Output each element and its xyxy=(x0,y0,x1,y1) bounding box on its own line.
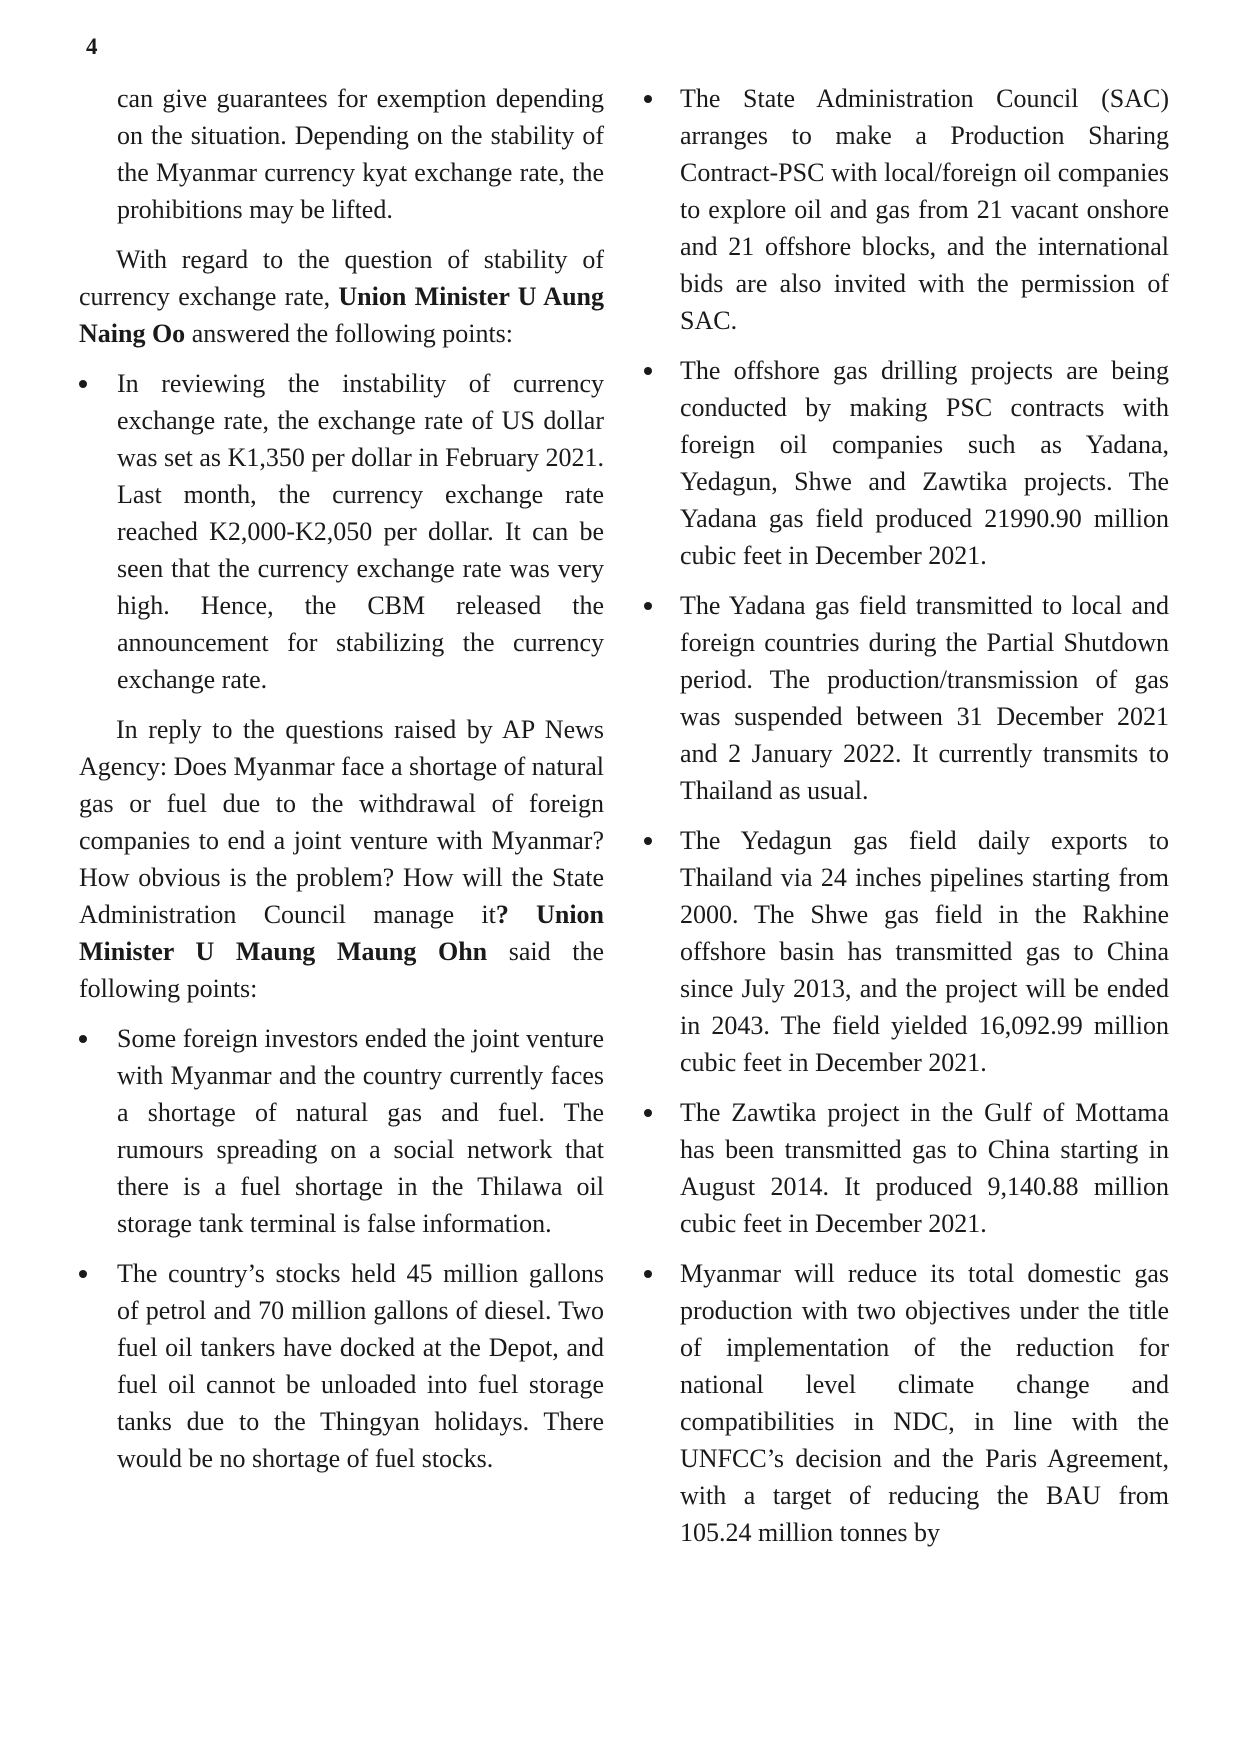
bullet-icon xyxy=(79,1270,87,1278)
bullet-icon xyxy=(644,602,652,610)
list-item xyxy=(79,365,604,698)
paragraph-text: With regard to the question of stability of currency exchange rate, xyxy=(79,245,604,311)
bullet-icon xyxy=(644,837,652,845)
paragraph-exchange-rate-question xyxy=(79,241,604,352)
bullet-icon xyxy=(644,367,652,375)
list-item xyxy=(644,80,1169,339)
bullet-list-gas-projects xyxy=(644,80,1169,1551)
paragraph-ap-question xyxy=(79,711,604,1007)
list-item-text: Some foreign investors ended the joint venture with Myanmar and the country currently faces a shortage of natural gas and fuel. The rumours spreading on a social network that there is a fuel shortage in the Thilawa oil storage tank terminal is false information. xyxy=(117,1024,604,1238)
list-item xyxy=(644,822,1169,1081)
paragraph-text: said the following points: xyxy=(79,937,604,1003)
bullet-icon xyxy=(644,1270,652,1278)
list-item-text: In reviewing the instability of currency exchange rate, the exchange rate of US dollar was set as K1,350 per dollar in February 2021. Last month, the currency exchange rate reached K2,000-K2,050 per dollar. It can be seen that the currency exchange rate was very high. Hence, the CBM released the announcement for stabilizing the currency exchange rate. xyxy=(117,369,604,694)
left-column xyxy=(79,80,604,1490)
bullet-icon xyxy=(79,1035,87,1043)
paragraph-text: In reply to the questions raised by AP News Agency: Does Myanmar face a shortage of natural gas or fuel due to the withdrawal of foreign companies to end a joint venture with Myanmar? How obvious is the problem? How will the State Administration Council manage it xyxy=(79,715,604,929)
list-item xyxy=(79,1020,604,1242)
list-item-text: The Yadana gas field transmitted to local and foreign countries during the Partial Shutdown period. The production/transmission of gas was suspended between 31 December 2021 and 2 January 2022. It currently transmits to Thailand as usual. xyxy=(680,591,1169,805)
speaker-name: Union Minister U Aung Naing Oo xyxy=(79,282,605,348)
bullet-icon xyxy=(644,95,652,103)
page-number: 4 xyxy=(86,34,98,59)
list-item xyxy=(644,587,1169,809)
list-item-text: The Zawtika project in the Gulf of Mottama has been transmitted gas to China starting in August 2014. It produced 9,140.88 million cubic feet in December 2021. xyxy=(680,1098,1169,1238)
list-item-text: The Yedagun gas field daily exports to Thailand via 24 inches pipelines starting from 2000. The Shwe gas field in the Rakhine offshore basin has transmitted gas to China since July 2013, and the project will be ended in 2043. The field yielded 16,092.99 million cubic feet in December 2021. xyxy=(680,826,1169,1077)
bullet-icon xyxy=(644,1109,652,1117)
list-item xyxy=(644,1255,1169,1551)
continued-paragraph: can give guarantees for exemption depending on the situation. Depending on the stability of the Myanmar currency kyat exchange rate, the prohibitions may be lifted. xyxy=(117,84,604,224)
list-item-text: The offshore gas drilling projects are being conducted by making PSC contracts with foreign oil companies such as Yadana, Yedagun, Shwe and Zawtika projects. The Yadana gas field produced 21990.90 million cubic feet in December 2021. xyxy=(680,356,1169,570)
list-item-text: Myanmar will reduce its total domestic gas production with two objectives under the title of implementation of the reduction for national level climate change and compatibilities in NDC, in line with the UNFCC’s decision and the Paris Agreement, with a target of reducing the BAU from 105.24 million tonnes by xyxy=(680,1259,1169,1547)
paragraph-text: answered the following points: xyxy=(185,319,514,348)
list-item-text: The State Administration Council (SAC) arranges to make a Production Sharing Contract-PSC with local/foreign oil companies to explore oil and gas from 21 vacant onshore and 21 offshore blocks, and the international bids are also invited with the permission of SAC. xyxy=(680,84,1169,335)
list-item-text: The country’s stocks held 45 million gallons of petrol and 70 million gallons of diesel. Two fuel oil tankers have docked at the Depot, and fuel oil cannot be unloaded into fuel storage tanks due to the Thingyan holidays. There would be no shortage of fuel stocks. xyxy=(117,1259,604,1473)
list-item xyxy=(79,1255,604,1477)
speaker-name: ? Union Minister U Maung Maung Ohn xyxy=(79,900,605,966)
right-column xyxy=(644,80,1169,1564)
bullet-list-exchange-rate xyxy=(79,365,604,698)
bullet-list-fuel xyxy=(79,1020,604,1477)
list-item xyxy=(644,352,1169,574)
bullet-icon xyxy=(79,380,87,388)
list-item xyxy=(644,1094,1169,1242)
